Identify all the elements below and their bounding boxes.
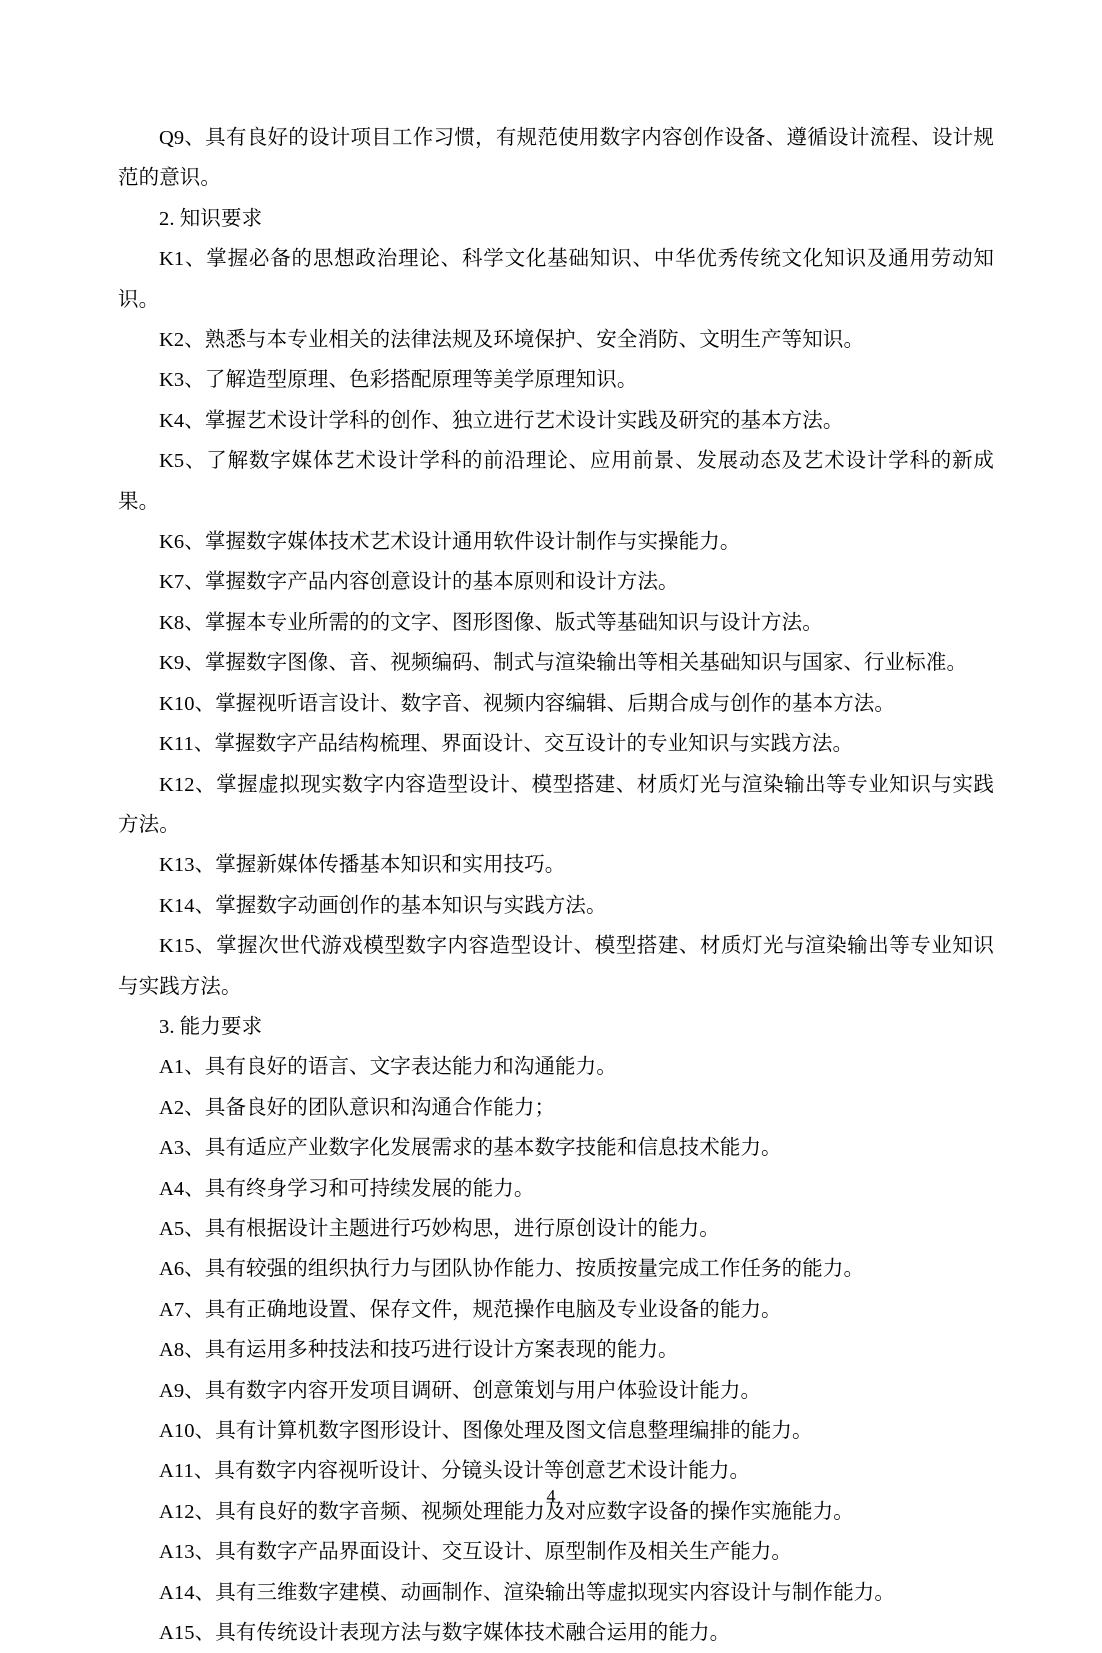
paragraph-a6: A6、具有较强的组织执行力与团队协作能力、按质按量完成工作任务的能力。 (159, 1258, 865, 1281)
paragraph-k3: K3、了解造型原理、色彩搭配原理等美学原理知识。 (159, 369, 638, 392)
paragraph-a4: A4、具有终身学习和可持续发展的能力。 (159, 1177, 535, 1200)
paragraph-k12: K12、掌握虚拟现实数字内容造型设计、模型搭建、材质灯光与渲染输出等专业知识与实践方法。 (118, 773, 994, 836)
paragraph-k7: K7、掌握数字产品内容创意设计的基本原则和设计方法。 (159, 571, 679, 594)
paragraph-a9: A9、具有数字内容开发项目调研、创意策划与用户体验设计能力。 (159, 1379, 762, 1402)
paragraph-k14: K14、掌握数字动画创作的基本知识与实践方法。 (159, 894, 607, 917)
document-body (118, 118, 994, 1653)
paragraph-a1: A1、具有良好的语言、文字表达能力和沟通能力。 (159, 1056, 617, 1079)
paragraph-a10: A10、具有计算机数字图形设计、图像处理及图文信息整理编排的能力。 (159, 1420, 813, 1442)
section-heading-knowledge: 2. 知识要求 (159, 207, 263, 230)
paragraph-a8: A8、具有运用多种技法和技巧进行设计方案表现的能力。 (159, 1339, 679, 1362)
paragraph-a7: A7、具有正确地设置、保存文件，规范操作电脑及专业设备的能力。 (159, 1298, 782, 1321)
paragraph-k1: K1、掌握必备的思想政治理论、科学文化基础知识、中华优秀传统文化知识及通用劳动知识。 (118, 248, 994, 311)
paragraph-k15: K15、掌握次世代游戏模型数字内容造型设计、模型搭建、材质灯光与渲染输出等专业知识与实践方法。 (118, 935, 994, 998)
page-number: 4 (546, 1486, 556, 1506)
section-heading-ability: 3. 能力要求 (159, 1015, 263, 1038)
paragraph-k9: K9、掌握数字图像、音、视频编码、制式与渲染输出等相关基础知识与国家、行业标准。 (159, 652, 968, 675)
paragraph-k6: K6、掌握数字媒体技术艺术设计通用软件设计制作与实操能力。 (159, 531, 741, 554)
paragraph-a5: A5、具有根据设计主题进行巧妙构思，进行原创设计的能力。 (159, 1217, 720, 1240)
paragraph-a13: A13、具有数字产品界面设计、交互设计、原型制作及相关生产能力。 (159, 1541, 793, 1564)
paragraph-k13: K13、掌握新媒体传播基本知识和实用技巧。 (159, 854, 566, 877)
paragraph-k10: K10、掌握视听语言设计、数字音、视频内容编辑、后期合成与创作的基本方法。 (159, 692, 896, 715)
paragraph-a15: A15、具有传统设计表现方法与数字媒体技术融合运用的能力。 (159, 1622, 731, 1645)
paragraph-q9: Q9、具有良好的设计项目工作习惯，有规范使用数字内容创作设备、遵循设计流程、设计规范的意识。 (118, 127, 994, 190)
paragraph-k5: K5、了解数字媒体艺术设计学科的前沿理论、应用前景、发展动态及艺术设计学科的新成果。 (118, 450, 994, 513)
paragraph-k2: K2、熟悉与本专业相关的法律法规及环境保护、安全消防、文明生产等知识。 (159, 329, 865, 352)
paragraph-a3: A3、具有适应产业数字化发展需求的基本数字技能和信息技术能力。 (159, 1137, 782, 1160)
paragraph-a11: A11、具有数字内容视听设计、分镜头设计等创意艺术设计能力。 (159, 1460, 751, 1483)
paragraph-a14: A14、具有三维数字建模、动画制作、渲染输出等虚拟现实内容设计与制作能力。 (159, 1581, 896, 1604)
paragraph-a12: A12、具有良好的数字音频、视频处理能力及对应数字设备的操作实施能力。 (159, 1500, 854, 1523)
paragraph-k11: K11、掌握数字产品结构梳理、界面设计、交互设计的专业知识与实践方法。 (159, 733, 854, 756)
paragraph-k8: K8、掌握本专业所需的的文字、图形图像、版式等基础知识与设计方法。 (159, 611, 823, 634)
paragraph-a2: A2、具备良好的团队意识和沟通合作能力； (159, 1096, 556, 1119)
paragraph-k4: K4、掌握艺术设计学科的创作、独立进行艺术设计实践及研究的基本方法。 (159, 409, 844, 432)
